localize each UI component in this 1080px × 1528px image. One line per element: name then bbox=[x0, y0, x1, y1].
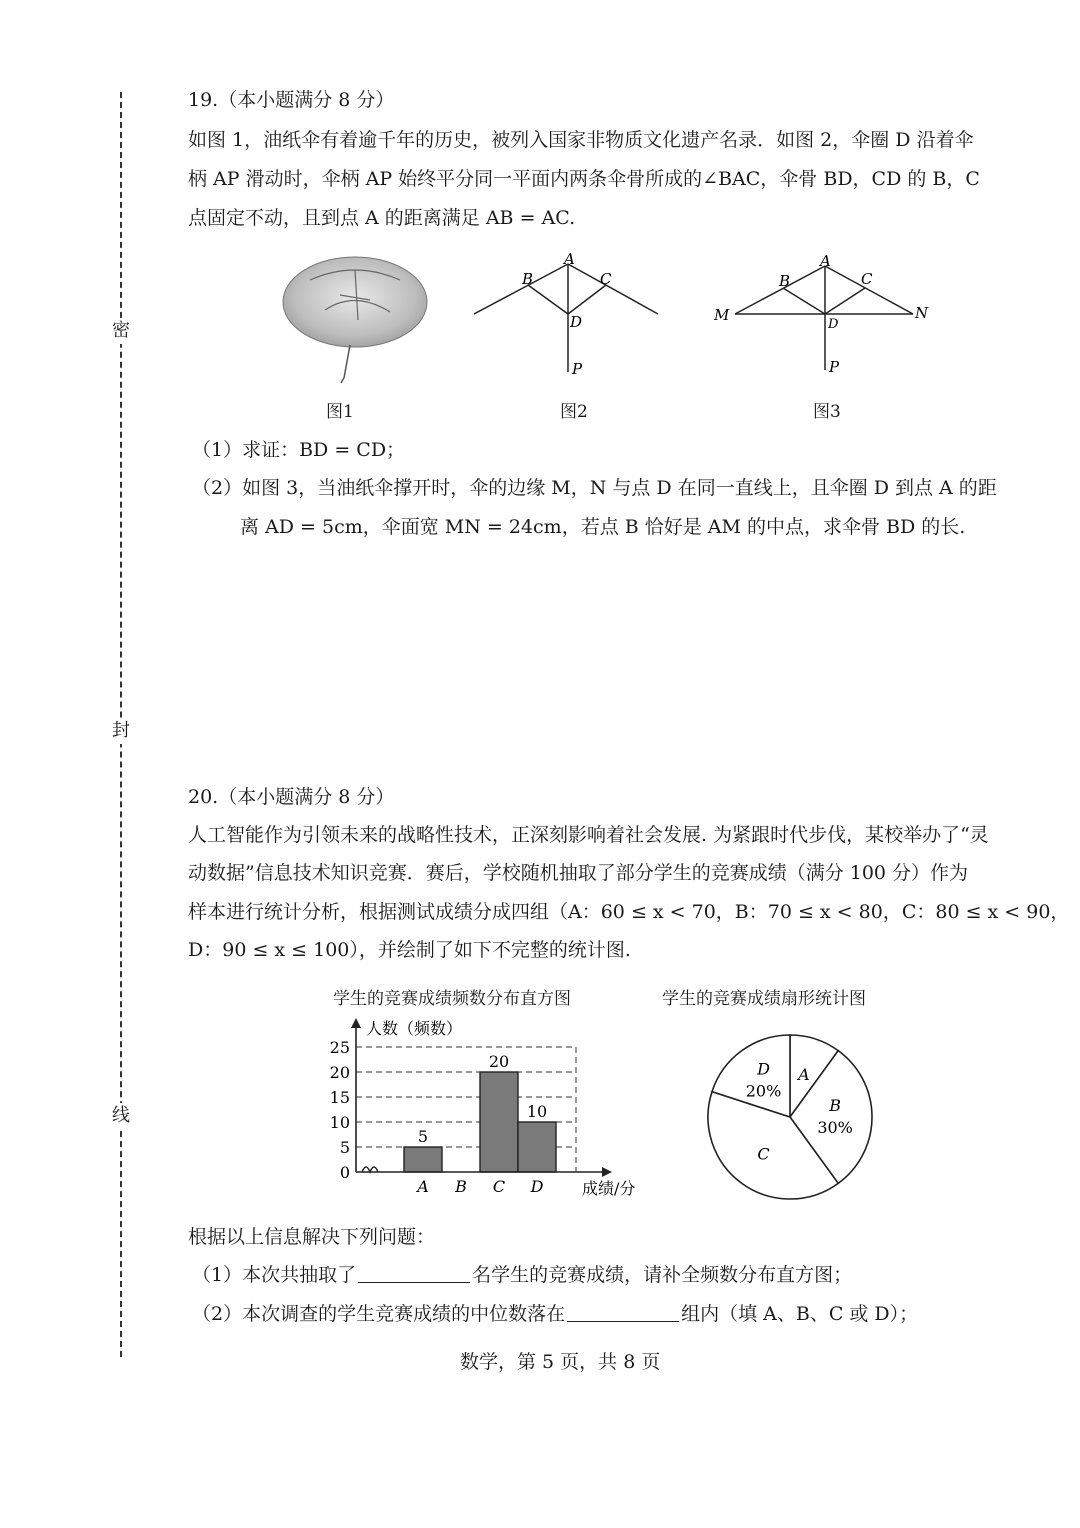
bar-value-label-c: 20 bbox=[488, 1052, 510, 1071]
histogram-title: 学生的竞赛成绩频数分布直方图 bbox=[333, 989, 571, 1009]
q19-part2-line1: （2）如图 3，当油纸伞撑开时，伞的边缘 M，N 与点 D 在同一直线上，且伞圈 D 到点 A 的距 bbox=[192, 477, 997, 499]
seal-char-xian: 线 bbox=[108, 1103, 134, 1129]
q19-header: 19.（本小题满分 8 分） bbox=[188, 89, 395, 111]
q19-body-line2: 柄 AP 滑动时，伞柄 AP 始终平分同一平面内两条伞骨所成的∠BAC，伞骨 BD，CD 的 B，C bbox=[188, 168, 980, 190]
y-tick-label: 25 bbox=[329, 1038, 350, 1057]
fig2-stretcher-cd bbox=[568, 285, 606, 314]
q19-body-line1: 如图 1，油纸伞有着逾千年的历史，被列入国家非物质文化遗产名录．如图 2，伞圈 D 沿着伞 bbox=[188, 129, 974, 151]
pie-title: 学生的竞赛成绩扇形统计图 bbox=[662, 989, 866, 1009]
x-tick-label-d: D bbox=[530, 1177, 544, 1196]
q20-body-line4: D：90 ≤ x ≤ 100），并绘制了如下不完整的统计图. bbox=[188, 939, 631, 961]
y-tick-label: 15 bbox=[329, 1088, 350, 1107]
fig3-label-a: A bbox=[820, 252, 831, 270]
q20-part1-answer-blank[interactable] bbox=[358, 1262, 470, 1283]
fig2-rib-right bbox=[568, 264, 658, 314]
q20-body-line3: 样本进行统计分析，根据测试成绩分成四组（A：60 ≤ x < 70，B：70 ≤ x < 80，C：80 ≤ x < 90， bbox=[188, 901, 1070, 923]
fig3-label-b: B bbox=[779, 272, 791, 290]
x-tick-label-b: B bbox=[455, 1177, 467, 1196]
y-tick-label: 5 bbox=[339, 1138, 350, 1157]
q19-body-line3: 点固定不动，且到点 A 的距离满足 AB = AC. bbox=[188, 207, 576, 229]
fig2-label-c: C bbox=[600, 270, 612, 288]
pie-chart bbox=[695, 1022, 885, 1212]
seal-char-mi: 密 bbox=[108, 318, 134, 344]
pie-label-d: D bbox=[757, 1059, 770, 1079]
histogram-chart bbox=[320, 1012, 660, 1207]
q20-header: 20.（本小题满分 8 分） bbox=[188, 786, 395, 808]
fig3-stretcher-cd bbox=[825, 288, 865, 314]
fig3-label-m: M bbox=[714, 306, 730, 324]
fig3-label-c: C bbox=[861, 270, 873, 288]
q19-part2-line2: 离 AD = 5cm，伞面宽 MN = 24cm，若点 B 恰好是 AM 的中点，求伞骨 BD 的长. bbox=[240, 516, 966, 538]
q20-part1-suffix: 名学生的竞赛成绩，请补全频数分布直方图； bbox=[472, 1264, 853, 1286]
fig3-label-n: N bbox=[915, 304, 929, 322]
y-axis-arrow-icon bbox=[351, 1018, 361, 1028]
q20-part2-prefix: （2）本次调查的学生竞赛成绩的中位数落在 bbox=[192, 1303, 566, 1325]
pie-percent-b: 30% bbox=[817, 1118, 853, 1137]
umbrella-photo bbox=[270, 250, 440, 390]
fig2-label-p: P bbox=[572, 360, 583, 378]
pie-label-c: C bbox=[757, 1144, 770, 1164]
pie-percent-d: 20% bbox=[745, 1081, 782, 1101]
bar-value-label-a: 5 bbox=[417, 1127, 429, 1146]
y-tick-label: 0 bbox=[339, 1163, 350, 1182]
bar-a bbox=[404, 1147, 442, 1172]
x-tick-label-c: C bbox=[492, 1177, 506, 1196]
fig3-caption: 图3 bbox=[813, 402, 841, 422]
bar-c bbox=[480, 1072, 518, 1172]
figure-3-diagram bbox=[705, 252, 945, 382]
figure-2-diagram bbox=[470, 252, 670, 382]
y-tick-label: 10 bbox=[329, 1113, 350, 1132]
q20-part2-answer-blank[interactable] bbox=[567, 1301, 679, 1322]
fig2-label-a: A bbox=[564, 252, 575, 268]
q20-part1-prefix: （1）本次共抽取了 bbox=[192, 1264, 357, 1286]
fig2-rib-left bbox=[474, 264, 568, 314]
seal-char-feng: 封 bbox=[108, 718, 134, 744]
q20-part2-suffix: 组内（填 A、B、C 或 D）； bbox=[681, 1303, 919, 1325]
bar-d bbox=[518, 1122, 556, 1172]
fig2-stretcher-bd bbox=[528, 285, 568, 314]
fig2-label-d: D bbox=[570, 313, 583, 331]
fig2-caption: 图2 bbox=[560, 402, 588, 422]
q20-body-line2: 动数据”信息技术知识竞赛．赛后，学校随机抽取了部分学生的竞赛成绩（满分 100 分）作为 bbox=[188, 862, 969, 884]
x-axis-arrow-icon bbox=[602, 1167, 612, 1177]
fig3-label-d: D bbox=[828, 317, 839, 332]
q20-part1 bbox=[192, 1262, 852, 1287]
pie-label-b: B bbox=[829, 1096, 841, 1115]
fig3-label-p: P bbox=[829, 358, 840, 376]
y-tick-label: 20 bbox=[329, 1063, 350, 1082]
bar-value-label-d: 10 bbox=[526, 1102, 548, 1121]
x-tick-label-a: A bbox=[417, 1177, 429, 1196]
histogram-x-label: 成绩/分 bbox=[582, 1179, 636, 1198]
histogram-y-label: 人数（频数） bbox=[366, 1019, 463, 1038]
q20-solve-intro: 根据以上信息解决下列问题： bbox=[188, 1226, 436, 1248]
q19-part1: （1）求证：BD = CD； bbox=[192, 439, 406, 461]
q20-part2 bbox=[192, 1301, 918, 1326]
pie-label-a: A bbox=[798, 1065, 810, 1085]
page-footer: 数学，第 5 页，共 8 页 bbox=[460, 1351, 661, 1373]
fig1-caption: 图1 bbox=[326, 402, 354, 422]
fig3-stretcher-bd bbox=[783, 288, 825, 314]
fig2-label-b: B bbox=[522, 270, 534, 288]
q20-body-line1: 人工智能作为引领未来的战略性技术，正深刻影响着社会发展. 为紧跟时代步伐，某校举办了“灵 bbox=[188, 824, 989, 846]
